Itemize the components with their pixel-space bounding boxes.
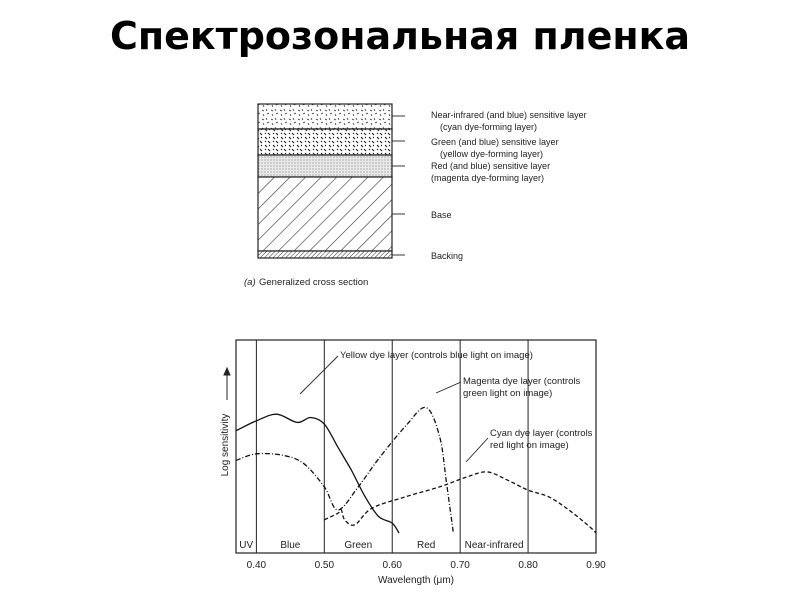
y-axis-label: Log sensitivity <box>220 413 231 477</box>
annotation-yellow-leader <box>300 356 338 394</box>
annotation-cyan-line2: red light on image) <box>490 440 569 451</box>
band-label-0: UV <box>239 540 254 551</box>
x-tick-label-5: 0.90 <box>586 560 606 571</box>
annotation-cyan-line1: Cyan dye layer (controls <box>490 428 593 439</box>
layer-green-line1: Green (and blue) sensitive layer <box>431 137 559 147</box>
layer-red-line2: (magenta dye-forming layer) <box>431 173 545 183</box>
annotation-magenta-line2: green light on image) <box>463 388 553 399</box>
band-label-2: Green <box>344 540 373 551</box>
layer-nir-block <box>258 104 392 129</box>
layer-red-line1: Red (and blue) sensitive layer <box>431 161 551 171</box>
layer-green-block <box>258 129 392 155</box>
band-labels <box>239 540 523 551</box>
annotation-cyan-leader <box>466 438 488 462</box>
layer-red-block <box>258 155 392 177</box>
x-axis-label: Wavelength (μm) <box>378 575 454 586</box>
curves <box>236 407 596 533</box>
x-tick-label-4: 0.80 <box>518 560 538 571</box>
x-tick-label-1: 0.50 <box>314 560 335 571</box>
series-curve-0 <box>236 414 399 533</box>
band-label-1: Blue <box>280 540 301 551</box>
layer-nir-line2: (cyan dye-forming layer) <box>440 122 538 132</box>
x-tick-labels <box>247 560 607 571</box>
layer-green-line2: (yellow dye-forming layer) <box>440 149 544 159</box>
x-tick-label-3: 0.70 <box>450 560 470 571</box>
layer-nir-line1: Near-infrared (and blue) sensitive layer <box>431 110 587 120</box>
layer-base-label: Base <box>431 210 452 220</box>
sensitivity-chart <box>220 340 606 586</box>
layer-backing-label: Backing <box>431 251 464 261</box>
annotation-yellow: Yellow dye layer (controls blue light on image) <box>340 350 533 361</box>
cross-section <box>244 104 587 288</box>
band-label-4: Near-infrared <box>464 540 524 551</box>
annotation-magenta-leader <box>436 382 461 393</box>
band-lines <box>256 340 528 553</box>
layer-backing-block <box>258 251 392 258</box>
slide-title: Спектрозональная пленка <box>109 14 691 58</box>
x-tick-label-2: 0.60 <box>382 560 402 571</box>
y-axis-arrow <box>224 368 230 400</box>
x-tick-label-0: 0.40 <box>246 560 267 571</box>
cross-section-caption-letter: (a) <box>244 277 256 288</box>
series-curve-1 <box>236 407 453 533</box>
band-label-3: Red <box>417 540 436 551</box>
annotation-magenta-line1: Magenta dye layer (controls <box>463 376 581 387</box>
layer-base-block <box>258 177 392 251</box>
cross-section-caption: Generalized cross section <box>259 277 369 288</box>
